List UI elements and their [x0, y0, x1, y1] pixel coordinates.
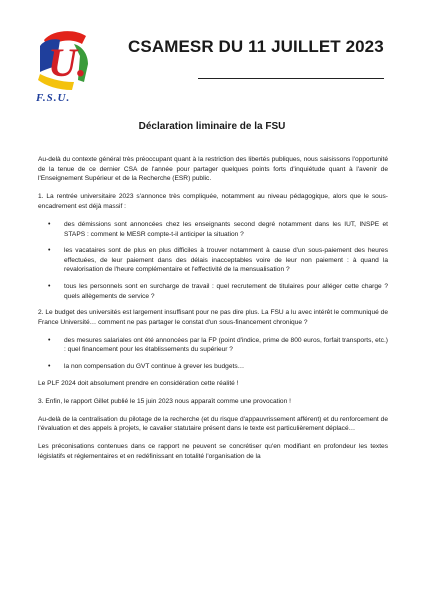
bullet-icon: • — [48, 247, 51, 255]
list-item — [48, 246, 388, 275]
bullet-icon: • — [48, 363, 51, 370]
list-item-text: les vacataires sont de plus en plus difficiles à trouver notamment à cause d'un sous-paiement des heures effectuées, de leur paiement dans des délais inacceptables voire de leur non paiement : à quand la revalorisation de l'heure complémentaire et l'effectivité de la mensualisation ? — [64, 247, 388, 274]
logo-letter: U. — [48, 40, 87, 85]
document-subtitle: Déclaration liminaire de la FSU — [138, 121, 286, 132]
plf-paragraph: Le PLF 2024 doit absolument prendre en considération cette réalité ! — [38, 379, 239, 387]
point-2-list — [38, 336, 388, 372]
logo-caption: F.S.U. — [36, 92, 71, 104]
list-item-text: tous les personnels sont en surcharge de travail : quel recrutement de titulaires pour alléger cette charge ? quels allègements de service ? — [64, 282, 388, 300]
page-title: CSAMESR DU 11 JUILLET 2023 — [128, 37, 384, 56]
bullet-icon: • — [48, 282, 51, 290]
list-item — [48, 282, 388, 301]
point-3-paragraph: 3. Enfin, le rapport Gillet publié le 15 juin 2023 nous apparaît comme une provocation ! — [38, 397, 291, 405]
bullet-icon: • — [48, 336, 51, 344]
fsu-logo — [34, 26, 92, 98]
intro-paragraph: Au-delà du contexte général très préoccupant quant à la restriction des libertés publiques, nous saisissons l'opportunité de la tenue de ce dernier CSA de l'année pour partager quelques points forts d'inquiétude quant à l'avenir de l'Enseignement Supérieur et de la Recherche (ESR) public. — [38, 156, 388, 183]
list-item — [48, 362, 388, 372]
gillet-paragraph: Au-delà de la centralisation du pilotage de la recherche (et du risque d'appauvrissement afférent) et du renforcement de l'évaluation et des appels à projets, le cavalier statutaire présent dans le texte est particulièrement déplacé… — [38, 415, 388, 433]
point-2-paragraph: 2. Le budget des universités est largement insuffisant pour ne pas dire plus. La FSU a lu avec intérêt le communiqué de France Université… comment ne pas partager le constat d'un sous-financement chronique ? — [38, 309, 388, 326]
title-divider — [198, 78, 384, 79]
bullet-icon: • — [48, 220, 51, 228]
list-item — [48, 336, 388, 355]
preconisations-paragraph: Les préconisations contenues dans ce rapport ne peuvent se concrétiser qu'en modifiant en profondeur les textes législatifs et réglementaires et en redéfinissant en totalité l'organisation de la — [38, 443, 388, 461]
point-1-paragraph: 1. La rentrée universitaire 2023 s'annonce très compliquée, notamment au niveau pédagogique, alors que le sous-encadrement est déjà massif : — [38, 193, 388, 210]
list-item — [48, 220, 388, 239]
list-item-text: des mesures salariales ont été annoncées par la FP (point d'indice, prime de 800 euros, forfait transports, etc.) : quel financement pour les établissements du supérieur ? — [64, 336, 388, 354]
point-1-list — [38, 220, 388, 301]
list-item-text: des démissions sont annoncées chez les enseignants second degré notamment dans les IUT, INSPE et STAPS : comment le MESR compte-t-il anticiper la situation ? — [64, 220, 388, 238]
document-body — [38, 155, 388, 470]
list-item-text: la non compensation du GVT continue à grever les budgets… — [64, 363, 245, 370]
